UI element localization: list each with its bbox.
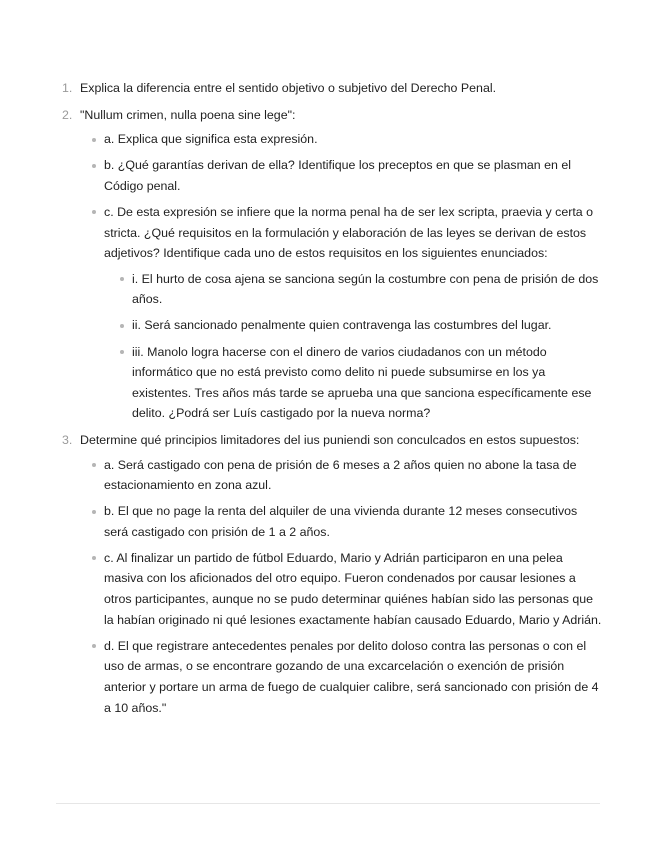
document-content bbox=[62, 78, 602, 724]
statement-text: i. El hurto de cosa ajena se sanciona según la costumbre con pena de prisión de dos años. bbox=[132, 271, 599, 307]
sub-question-item bbox=[104, 636, 602, 718]
sub-question-item bbox=[104, 501, 602, 542]
list-number: 1. bbox=[62, 81, 73, 95]
bullet-icon bbox=[92, 164, 96, 168]
sub-question-text: a. Será castigado con pena de prisión de 6 meses a 2 años quien no abone la tasa de estacionamiento en zona azul. bbox=[104, 457, 577, 493]
bullet-icon bbox=[92, 138, 96, 142]
bullet-icon bbox=[92, 644, 96, 648]
bullet-icon bbox=[120, 324, 124, 328]
question-text: Explica la diferencia entre el sentido objetivo o subjetivo del Derecho Penal. bbox=[80, 81, 497, 95]
question-item-2 bbox=[62, 105, 602, 424]
question-text: Determine qué principios limitadores del ius puniendi son conculcados en estos supuestos: bbox=[80, 432, 580, 447]
list-number: 3. bbox=[62, 432, 73, 447]
sub-question-text: d. El que registrare antecedentes penales por delito doloso contra las personas o con el uso de armas, o se encontrare gozando de una excarcelación o exención de prisión anterior y portare un arma de fuego de cualquier calibre, será sancionado con prisión de 4 a 10 años." bbox=[104, 638, 599, 715]
sub-question-item bbox=[104, 129, 602, 150]
bullet-icon bbox=[92, 210, 96, 214]
sub-question-text: b. ¿Qué garantías derivan de ella? Identifique los preceptos en que se plasman en el Código penal. bbox=[104, 158, 572, 193]
statement-text: ii. Será sancionado penalmente quien contravenga las costumbres del lugar. bbox=[132, 318, 552, 333]
list-number: 2. bbox=[62, 107, 73, 122]
sub-question-item bbox=[104, 548, 602, 630]
sub-question-list bbox=[80, 129, 602, 424]
question-item-3 bbox=[62, 430, 602, 718]
sub-question-text: c. De esta expresión se infiere que la norma penal ha de ser lex scripta, praevia y certa o stricta. ¿Qué requisitos en la formulación y elaboración de las leyes se derivan de estos adjetivos? Identifique cada uno de estos requisitos en los siguientes enunciados: bbox=[104, 204, 594, 261]
bullet-icon bbox=[92, 510, 96, 514]
question-text: "Nullum crimen, nulla poena sine lege": bbox=[80, 107, 296, 122]
bullet-icon bbox=[92, 556, 96, 560]
bullet-icon bbox=[120, 350, 124, 354]
question-item-1 bbox=[62, 78, 602, 99]
statement-item bbox=[132, 315, 602, 336]
sub-question-list bbox=[80, 455, 602, 719]
statement-item bbox=[132, 342, 602, 424]
sub-question-text: a. Explica que significa esta expresión. bbox=[104, 132, 318, 147]
sub-question-item bbox=[104, 155, 602, 196]
bullet-icon bbox=[92, 463, 96, 467]
sub-question-item bbox=[104, 202, 602, 424]
statement-item bbox=[132, 269, 602, 310]
statement-list bbox=[104, 269, 602, 424]
divider bbox=[56, 803, 600, 804]
sub-question-text: c. Al finalizar un partido de fútbol Eduardo, Mario y Adrián participaron en una pelea masiva con los aficionados del otro equipo. Fueron condenados por causar lesiones a otros participantes, aunque no se pudo determinar quiénes habían sido las personas que la habían originado ni qué lesiones exactamente habían causado Eduardo, Mario y Adrián. bbox=[104, 550, 602, 627]
bullet-icon bbox=[120, 277, 124, 281]
sub-question-text: b. El que no page la renta del alquiler de una vivienda durante 12 meses consecutivos será castigado con prisión de 1 a 2 años. bbox=[104, 504, 578, 539]
statement-text: iii. Manolo logra hacerse con el dinero de varios ciudadanos con un método informático que no está previsto como delito ni puede subsumirse en los ya existentes. Tres años más tarde se aprueba una que sanciona específicamente ese delito. ¿Podrá ser Luís castigado por la nueva norma? bbox=[132, 344, 592, 421]
question-list bbox=[62, 78, 602, 718]
sub-question-item bbox=[104, 455, 602, 496]
